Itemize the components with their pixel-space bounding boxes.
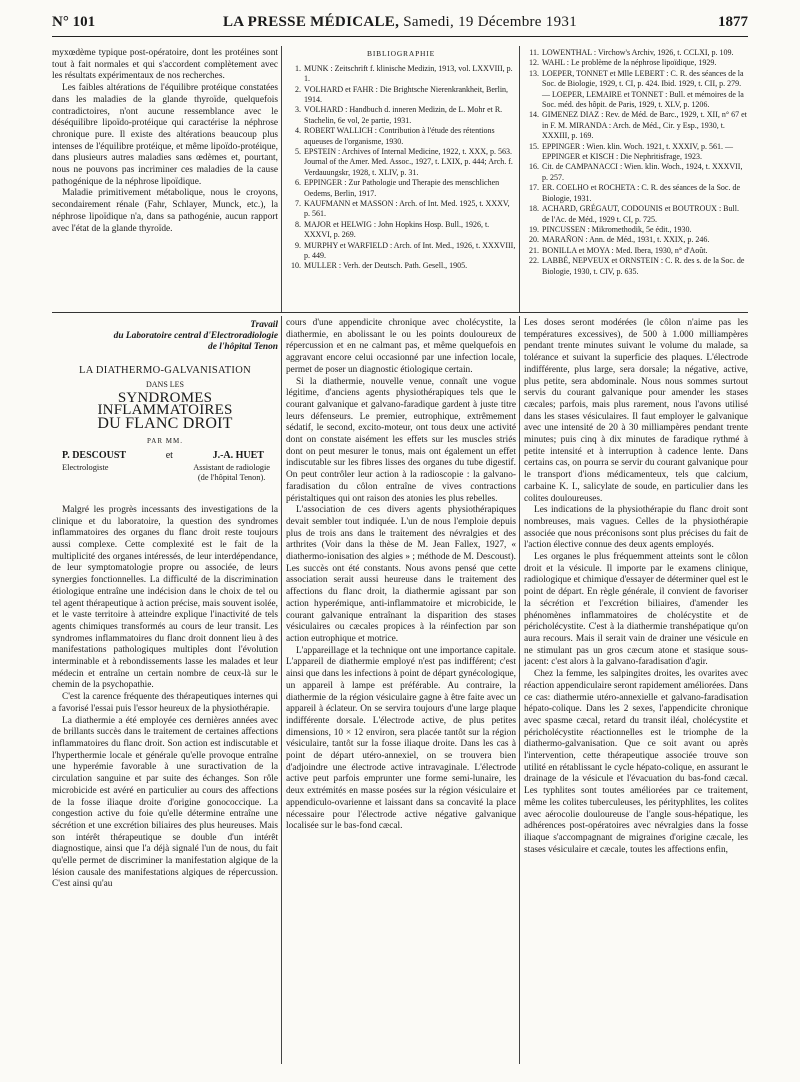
bibliography-entry-number: 17. [529, 183, 539, 193]
article-title-line: SYNDROMES INFLAMMATOIRES [97, 390, 233, 419]
bibliography-entry-number: 11. [529, 48, 539, 57]
bibliography-entry-number: 2. [295, 84, 301, 94]
bibliography-entry-text: GIMENEZ DIAZ : Rev. de Méd. de Barc., 1929, t. XII, n° 67 et in F. M. MIRANDA : Arch. de Méd., Cir. y Esp., 1930, t. XXXIII, p. 169. [542, 110, 747, 141]
bibliography-entry-text: MAJOR et HELWIG : John Hopkins Hosp. Bull., 1926, t. XXXVI, p. 269. [304, 219, 490, 240]
paragraph: Les doses seront modérées (le côlon n'aime pas les températures excessives), de 500 à 1.000 milliampères pendant trente minutes suivant le volume du malade, sa tolérance et suivant la superficie des plaques. L'électrode indifférente, plus large, sera dorsale; la négative, active, plus petite, sera abdominale. Nous nous sommes surtout servis du courant galvanique pour amender les stases cæcales; parfois, mais plus rarement, nous l'avons utilisé dans les stases vésiculaires. Il faut employer le galvanique avec une intensité de 20 à 30 milliampères pendant trente minutes; puis cinq à dix minutes de faradique rythmé à petite intensité et à interruption à cadence lente. Dans certains cas, on pourra se servir du courant galvanique pour le transport d'ions médicamenteux, tels que calcium, carbaine K. I., salicylate de soude, en particulier dans les colites douloureuses. [524, 318, 748, 504]
bibliography-entry-number: 15. [529, 141, 539, 151]
bibliography-entry-text: ER. COELHO et ROCHETA : C. R. des séances de la Soc. de Biologie, 1931. [542, 183, 740, 203]
bibliography-entry [524, 246, 748, 256]
bibliography-entry-number: 21. [529, 245, 539, 255]
page-number: 1877 [718, 14, 748, 30]
lab-credit-line: Travail [250, 320, 278, 330]
bibliography-entry-text: KAUFMANN et MASSON : Arch. of Int. Med. 1925, t. XXXV, p. 561. [304, 198, 510, 219]
bibliography-entry-text: MARAÑON : Ann. de Méd., 1931, t. XXIX, p. 246. [542, 235, 710, 245]
bibliography-list [524, 48, 748, 277]
bibliography-entry-number: 10. [291, 261, 301, 271]
bibliography-entry-text: LOWENTHAL : Virchow's Archiv, 1926, t. CCLXI, p. 109. [542, 48, 734, 57]
bibliography-entry-text: ACHARD, GRÉGAUT, CODOUNIS et BOUTROUX : Bull. de l'Ac. de Méd., 1929 t. CI, p. 725. [542, 204, 739, 224]
author-roles [52, 463, 278, 483]
bibliography-entry-text: EPPINGER : Wien. klin. Woch. 1921, t. XXXIV, p. 561. — EPPINGER et KISCH : Die Nephritisfrage, 1923. [542, 141, 734, 162]
bibliography-entry [286, 64, 516, 85]
bibliography-entry-text: MUNK : Zeitschrift f. klinische Medizin, 1913, vol. LXXVIII, p. 1. [304, 63, 513, 84]
bibliography-entry [524, 256, 748, 277]
issue-number: N° 101 [52, 14, 96, 30]
bibliography-entry-number: 3. [295, 105, 301, 115]
bibliography-entry-number: 16. [529, 162, 539, 172]
authors [52, 450, 278, 462]
paragraph: cours d'une appendicite chronique avec cholécystite, la diathermie, en abolissant le ou les points douloureux de répercussion et en ne calmant pas, et même quelquefois en aggravant encore celui occasionné par une infection locale, permet de poser un diagnostic étiologique certain. [286, 318, 516, 375]
bibliography-entry [286, 241, 516, 262]
article-column-1 [52, 318, 278, 1058]
paragraph: L'association de ces divers agents physiothérapiques devait sembler tout indiquée. L'un de nous l'emploie depuis plus de trois ans dans le traitement des névralgies et des arthrites (Voir dans la thèse de M. Jean Fallex, 1927, « diathermo-ionisation des algies » ; méthode de M. Descoust). Les succès ont été constants. Nous avons pensé que cette association serait aussi heureuse dans le traitement des affections du flanc droit, la diathermie agissant par son action hyperémique, anti-inflammatoire et microbicide, le courant galvanique entraînant la disparition des stases vésiculaires ou cæcales propices à la réinfection par son action eutrophique et motrice. [286, 505, 516, 644]
bibliography-entry-text: WAHL : Le problème de la néphrose lipoïdique, 1929. [542, 58, 717, 68]
paragraph: Chez la femme, les salpingites droites, les ovarites avec réaction appendiculaire seront rapidement améliorées. Dans ce cas: diathermie utéro-annexielle et galvano-faradisation hépato-colique. Dans les 2 sexes, l'appendicite chronique avec spasme cæcal, retard du transit iléal, cholécystite et péricholécystite réactionnelles est le triomphe de la diathermo-galvanisation. Que ce soit avant ou après l'intervention, cette thérapeutique associée trouve son utilité en rétablissant le cycle hépato-colique, en assurant le drainage de la vésicule et l'évacuation du bas-fond cæcal. Les typhlites sont toutes améliorées par ce traitement, même les colites tuberculeuses, les pérityphlites, les colites avec aérocolie douloureuse de l'angle sous-hépatique, les adhérences post-opératoires avec névralgies dans la fosse iliaque s'accompagnant de migraines d'origine cæcale, les stases vésiculaire et cæcale, toutes les affections enfin, [524, 669, 748, 855]
paragraph: Malgré les progrès incessants des investigations de la clinique et du laboratoire, la question des syndromes inflammatoires des organes du flanc droit reste toujours aussi complexe. Cette complexité est le fait de la multiplicité des organes intéressés, de leur interdépendance, de leur symptomatologie propre ou associée, de leurs synergies fonctionnelles. La difficulté de la discrimination étiologique entraîne une indécision dans le choix de tel ou tel agent thérapeutique à action précise, mais souvent isolée, et le vaste territoire à atteindre explique l'inactivité de tels agents chimiques transformés au cours de leur transit. Les syndromes inflammatoires du flanc droit donnent lieu à des manifestations pathologiques multiples dont l'évolution interminable et à rebondissements lasse les malades et leur médecin et entraîne un certain nombre de ceux-là sur le chemin de la psychopathie. [52, 504, 278, 691]
article-title-line: DANS LES [145, 379, 184, 389]
bibliography-entry-text: EPPINGER : Zur Pathologie und Therapie des menschlichen Oedems, Berlin, 1917. [304, 178, 500, 198]
paragraph: Les faibles altérations de l'équilibre protéique constatées dans les maladies de la glande thyroïde, quelquefois contradictoires, n'ont aucune ressemblance avec le déséquilibre lipoïdo-protéique qui caractérise la néphrose chronique pure. Il existe des altérations beaucoup plus intenses de l'équilibre protéique, et même lipoïdo-protéique, dans plusieurs autres maladies sans œdèmes et, pourtant, nous ne pouvons pas incriminer ces maladies de la cause pathogénique de la néphrose lipoïdique. [52, 83, 278, 187]
bibliography-title: BIBLIOGRAPHIE [367, 49, 435, 58]
bibliography-entry-number: 8. [295, 219, 301, 229]
bibliography-entry-text: VOLHARD : Handbuch d. inneren Medizin, de L. Mohr et R. Stachelin, 6e vol, 2e partie, 1931. [304, 105, 503, 125]
bibliography-entry-number: 19. [529, 224, 539, 234]
bibliography-column-continued [524, 48, 748, 310]
bibliography-entry [286, 85, 516, 106]
paragraph: L'appareillage et la technique ont une importance capitale. L'appareil de diathermie employé n'est pas indifférent; c'est ainsi que dans les infections à point de départ gynécologique, un appareil à lampe est préférable. Au contraire, la diathermie de la région vésiculaire gagne à être faite avec un appareil à éclateur. On se servira toujours d'une large plaque indifférente dorsale. L'électrode active, de plus petites dimensions, 10 × 12 environ, sera placée tantôt sur la région vésiculaire, tantôt sur la fosse iliaque droite. Dans les cas à point de départ utéro-annexiel, on se trouvera bien d'adjoindre une électrode active intravaginale. L'électrode active peut parfois emprunter une forme semi-lunaire, les deux extrémités en masse posées sur la région vésiculaire et appendiculo-ovarienne et laissant dans sa concavité la place nécessaire pour l'électrode active négative galvanique localisée sur le bas-fond cæcal. [286, 645, 516, 832]
paragraph: myxœdème typique post-opératoire, dont les protéines sont tout à fait normales et qui s'accordent complètement avec les résultats expérimentaux de nos recherches. [52, 48, 278, 82]
paragraph: Les organes le plus fréquemment atteints sont le côlon droit et la vésicule. Il importe par le examens clinique, radiologique et chimique d'essayer de déterminer quel est le point de départ. En règle générale, il convient de favoriser la sécrétion et l'excrétion biliaires, d'amender les phénomènes inflammatoires de cholécystite et de péricholécystite. C'est à la diathermie transhépatique qu'on aura recours. Mais il serait vain de drainer une vésicule en ne stimulant pas un gros cæcum atone et stasique sous-jacent: c'est alors à la galvano-faradisation d'agir. [524, 552, 748, 668]
article-body [52, 505, 278, 891]
bibliography-entry-text: MULLER : Verh. der Deutsch. Path. Gesell., 1905. [304, 261, 468, 271]
bibliography-entry-text: ROBERT WALLICH : Contribution à l'étude des rétentions aqueuses de l'organisme, 1930. [304, 126, 495, 146]
bibliography-entry-text: LABBÉ, NEPVEUX et ORNSTEIN : C. R. des s. de la Soc. de Biologie, 1930, t. CIV, p. 635. [542, 256, 745, 276]
lab-credit-line: de l'hôpital Tenon [208, 342, 278, 352]
bibliography-entry-number: 13. [529, 68, 539, 78]
bibliography-entry-number: 5. [295, 146, 301, 156]
bibliography-entry-text: PINCUSSEN : Mikromethodik, 5e édit., 1930. [542, 224, 692, 234]
bibliography-entry-number: 4. [295, 126, 301, 136]
journal-title-line [52, 14, 748, 31]
lab-credit-line: du Laboratoire central d'Electroradiologie [113, 331, 278, 341]
author-role-line: Assistant de radiologie [193, 462, 270, 472]
bibliography-entry-number: 20. [529, 235, 539, 245]
bibliography-entry [286, 126, 516, 147]
bibliography-entry-text: MURPHY et WARFIELD : Arch. of Int. Med., 1926, t. XXXVIII, p. 449. [304, 240, 516, 261]
paragraph: Maladie primitivement métabolique, nous le croyons, secondairement rénale (Fahr, Schlayer, Munck, etc.), la néphrose lipoïdique n'a, dans sa pathogénie, aucun rapport avec l'état de la glande thyroïde. [52, 188, 278, 234]
journal-title: LA PRESSE MÉDICALE, [222, 14, 400, 30]
bibliography-entry-number: 6. [295, 178, 301, 188]
bibliography-entry [524, 162, 748, 183]
article-column-3 [524, 318, 748, 1058]
bibliography-column [286, 48, 516, 310]
bibliography-entry-text: EPSTEIN : Archives of Internal Medicine, 1922, t. XXX, p. 563. Journal of the Amer. Med. Assoc., 1927, t. LXIX, p. 444; Arch. f. Verdauungskr, 1928, t. XLIV, p. 31. [304, 146, 513, 177]
author-role: Electrologiste [62, 462, 109, 472]
bibliography-entry-number: 1. [295, 63, 301, 73]
bibliography-entry-text: Cit. de CAMPANACCI : Wien. klin. Woch., 1924, t. XXXVII, p. 257. [542, 162, 743, 182]
bibliography-entry-number: 18. [529, 204, 539, 214]
bibliography-entry [524, 204, 748, 225]
author-name: J.-A. HUET [212, 450, 264, 462]
page-header [52, 14, 748, 37]
bibliography-entry [286, 220, 516, 241]
article-title-line: DU FLANC DROIT [97, 414, 233, 432]
author-role [193, 463, 270, 483]
issue-date: Samedi, 19 Décembre 1931 [399, 14, 578, 30]
lab-credit [52, 320, 278, 353]
column-divider [281, 46, 282, 312]
column-divider [519, 46, 520, 312]
article-title [52, 365, 278, 430]
bibliography-entry [286, 199, 516, 220]
paragraph: La diathermie a été employée ces dernières années avec de brillants succès dans le traitement de certaines affections inflammatoires du flanc droit. Son action est indiscutable et l'hyperthermie locale et générale qu'elle provoque entraîne une hyperémie favorable à une suractivation de la circulation sanguine et par suite des échanges. Son rôle microbicide est avéré en particulier au cours des affections de la fosse iliaque droite d'origine gonococcique. La congestion active du foie qu'elle détermine entraîne une sécrétion et une excrétion biliaires des plus heureuses. Mais son intérêt thérapeutique se double d'un intérêt diagnostique, ainsi que l'a déjà signalé l'un de nous, du fait qu'elle permet de discriminer la manifestation algique de la lésion causale des manifestations algiques de répercussion. C'est ainsi qu'au [52, 715, 278, 890]
top-left-column [52, 48, 278, 300]
bibliography-entry-number: 7. [295, 198, 301, 208]
bibliography-entry [524, 225, 748, 235]
bibliography-entry-text: VOLHARD et FAHR : Die Brightsche Nierenkrankheit, Berlin, 1914. [304, 84, 509, 104]
bibliography-entry-number: 14. [529, 110, 539, 120]
paragraph: Si la diathermie, nouvelle venue, connaît une vogue légitime, d'anciens agents physiothérapiques tels que le courant galvanique et galvano-faradique gardent à juste titre leurs défenseurs. Le premier, eutrophique, extrêmement sédatif, le second, excito-moteur, ont tous deux une activité dont on constate aisément les effets sur les muscles striés dont on peut mesurer le tonus, mais ont également un effet indiscutable sur les fibres lisses des organes du tube digestif. On peut contrôler leur action à la radioscopie : la galvano-faradisation du côlon entraîne de vives contractions péristaltiques qui ont raison des atonies les plus rebelles. [286, 376, 516, 504]
bibliography-entry [286, 178, 516, 199]
bibliography-entry [524, 235, 748, 245]
bibliography-entry-number: 9. [295, 240, 301, 250]
bibliography-entry [524, 69, 748, 111]
author-conjunction: et [165, 450, 173, 462]
bibliography-entry-number: 22. [529, 256, 539, 266]
column-divider [519, 316, 520, 1064]
bibliography-entry [286, 261, 516, 271]
bibliography-entry [524, 48, 748, 58]
bibliography-entry-text: BONILLA et MOYA : Med. Ibera, 1930, n° d'Août. [542, 245, 708, 255]
bibliography-entry [524, 183, 748, 204]
bibliography-entry-text: LOEPER, TONNET et Mlle LEBERT : C. R. des séances de la Soc. de Biologie, 1929, t. CI, p. 424. Ibid. 1929, t. CII, p. 279. — LOEPER, LEMAIRE et TONNET : Bull. et mémoires de la Soc. méd. des hôpit. de Paris, 1929, t. XLV, p. 1206. [542, 68, 744, 110]
bibliography-entry [524, 142, 748, 163]
author-name: P. DESCOUST [62, 450, 127, 462]
bibliography-entry [286, 105, 516, 126]
paragraph: Les indications de la physiothérapie du flanc droit sont nombreuses, mais vagues. Celles de la physiothérapie associée que nous préconisons sont plus précises du fait de l'action élective connue des deux agents employés. [524, 505, 748, 551]
bibliography-entry [286, 147, 516, 178]
author-role-line: (de l'hôpital Tenon). [197, 472, 266, 482]
section-rule [52, 312, 748, 313]
bibliography-entry [524, 110, 748, 141]
bibliography-entry-number: 12. [529, 58, 539, 68]
paragraph: C'est la carence fréquente des thérapeutiques internes qui a favorisé l'essai puis l'essor heureux de la physiothérapie. [52, 692, 278, 714]
article-column-2 [286, 318, 516, 1058]
bibliography-list [286, 64, 516, 272]
column-divider [281, 316, 282, 1064]
article-title-line: LA DIATHERMO-GALVANISATION [78, 365, 251, 376]
byline-par: PAR MM. [147, 436, 183, 445]
bibliography-entry [524, 58, 748, 68]
